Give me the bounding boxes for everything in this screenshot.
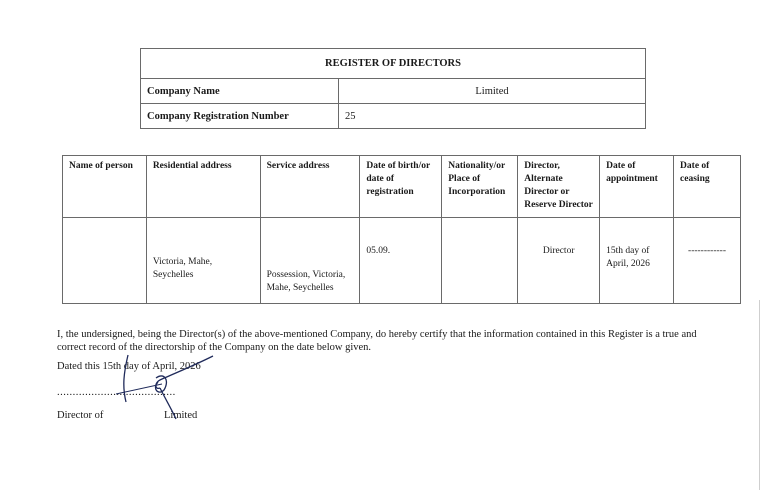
- register-header-table: [140, 48, 646, 129]
- cell-nationality: [442, 218, 518, 304]
- page-edge-divider: [759, 300, 760, 490]
- directors-table: [62, 155, 741, 304]
- company-name-label: Company Name: [141, 79, 339, 104]
- cell-service-address: Possession, Victoria, Mahe, Seychelles: [260, 218, 360, 304]
- header-date-of-appointment: Date of appointment: [600, 156, 674, 218]
- cell-date-of-ceasing: ------------: [674, 218, 741, 304]
- header-date-of-birth: Date of birth/or date of registration: [360, 156, 442, 218]
- cell-name-of-person: [63, 218, 147, 304]
- table-row: [63, 218, 741, 304]
- signature-line: ......................................: [57, 387, 176, 398]
- registration-number-label: Company Registration Number: [141, 104, 339, 129]
- certification-statement: I, the undersigned, being the Director(s) of the above-mentioned Company, do hereby certify that the information contained in this Register is a true and correct record of the directorship of the Company on the date below given.: [57, 329, 697, 353]
- signature-icon: [108, 350, 218, 420]
- register-title: REGISTER OF DIRECTORS: [141, 49, 646, 79]
- table-header-row: [63, 156, 741, 218]
- header-director-type: Director, Alternate Director or Reserve Director: [518, 156, 600, 218]
- cell-date-of-birth: 05.09.: [360, 218, 442, 304]
- company-name-value: Limited: [339, 79, 646, 104]
- cell-date-of-appointment: 15th day of April, 2026: [600, 218, 674, 304]
- dated-line: Dated this 15th day of April, 2026: [57, 361, 201, 372]
- cell-residential-address: Victoria, Mahe, Seychelles: [146, 218, 260, 304]
- header-residential-address: Residential address: [146, 156, 260, 218]
- director-of-company: Limited: [164, 410, 198, 421]
- header-date-of-ceasing: Date of ceasing: [674, 156, 741, 218]
- header-service-address: Service address: [260, 156, 360, 218]
- cell-director-type: Director: [518, 218, 600, 304]
- registration-number-value: 25: [339, 104, 646, 129]
- header-name-of-person: Name of person: [63, 156, 147, 218]
- header-nationality: Nationality/or Place of Incorporation: [442, 156, 518, 218]
- director-of-label: Director of: [57, 410, 104, 421]
